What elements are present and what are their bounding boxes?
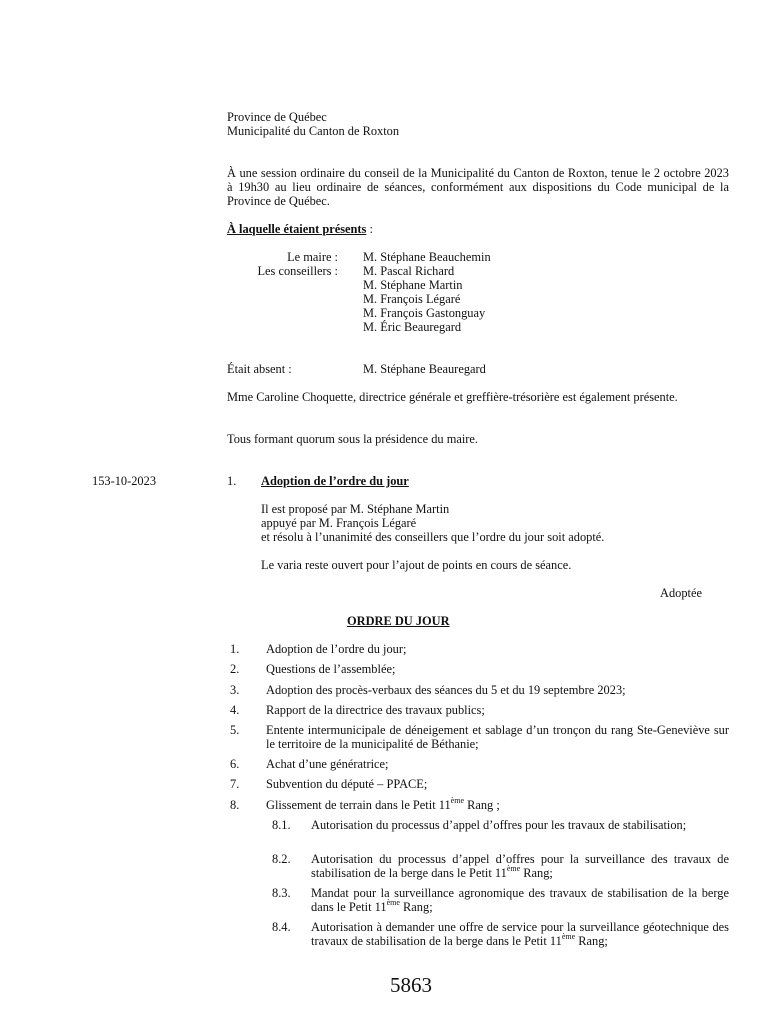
councillor-name: M. Stéphane Martin: [363, 278, 463, 292]
agenda-item-number: 8.: [230, 798, 240, 812]
subitem-number: 8.1.: [272, 818, 291, 832]
councillor-name: M. Pascal Richard: [363, 264, 455, 278]
attendees-list: [363, 250, 491, 334]
seconded-by: appuyé par M. François Légaré: [261, 516, 417, 530]
presents-heading-row: [227, 222, 373, 236]
subitem-text: Autorisation du processus d’appel d’offres pour la surveillance des travaux de stabilisation de la berge dans le Petit 11ème Rang;: [311, 852, 729, 880]
subitem-number: 8.2.: [272, 852, 291, 866]
subitem-text: Autorisation du processus d’appel d’offres pour les travaux de stabilisation;: [311, 818, 687, 832]
agenda-item-number: 4.: [230, 703, 240, 717]
agenda-item-number: 2.: [230, 662, 240, 676]
absent-label: Était absent :: [227, 362, 292, 376]
councillors-label: Les conseillers :: [257, 264, 338, 278]
agenda-item-text: Adoption des procès-verbaux des séances du 5 et du 19 septembre 2023;: [266, 683, 626, 697]
presents-colon: :: [366, 222, 373, 236]
agenda-title: ORDRE DU JOUR: [347, 614, 450, 628]
subitem-text: Autorisation à demander une offre de service pour la surveillance géotechnique des travaux de stabilisation de la berge dans le Petit 11ème Rang;: [311, 920, 729, 948]
agenda-item-text: Questions de l’assemblée;: [266, 662, 396, 676]
agenda-item-text: Rapport de la directrice des travaux publics;: [266, 703, 485, 717]
agenda-item-text: Glissement de terrain dans le Petit 11ème Rang ;: [266, 796, 500, 812]
role-labels: [257, 250, 338, 278]
resolved-text: et résolu à l’unanimité des conseillers que l’ordre du jour soit adopté.: [261, 530, 605, 544]
agenda-item-number: 1.: [230, 642, 240, 656]
page-number: 5863: [390, 973, 432, 997]
presents-heading: À laquelle étaient présents: [227, 222, 367, 236]
varia-note: Le varia reste ouvert pour l’ajout de points en cours de séance.: [261, 558, 572, 572]
session-intro: À une session ordinaire du conseil de la Municipalité du Canton de Roxton, tenue le 2 octobre 2023 à 19h30 au lieu ordinaire de séances, conformément aux dispositions du Code municipal de la Province de Québec.: [227, 166, 729, 208]
agenda-item-number: 6.: [230, 757, 240, 771]
agenda-item-text: Adoption de l’ordre du jour;: [266, 642, 407, 656]
resolution-body: [261, 502, 604, 544]
councillor-name: M. François Légaré: [363, 292, 461, 306]
councillor-name: M. Éric Beauregard: [363, 320, 462, 334]
agenda-item-number: 3.: [230, 683, 240, 697]
document-header: [227, 110, 399, 138]
director-presence: Mme Caroline Choquette, directrice générale et greffière-trésorière est également présente.: [227, 390, 678, 404]
agenda-item-number: 7.: [230, 777, 240, 791]
municipality-line: Municipalité du Canton de Roxton: [227, 124, 400, 138]
agenda-item-number: 5.: [230, 723, 240, 737]
agenda-item-text: Achat d’une génératrice;: [266, 757, 389, 771]
subitem-text: Mandat pour la surveillance agronomique des travaux de stabilisation de la berge dans le Petit 11ème Rang;: [311, 886, 729, 914]
quorum-statement: Tous formant quorum sous la présidence du maire.: [227, 432, 479, 446]
agenda-item-text: Entente intermunicipale de déneigement et sablage d’un tronçon du rang Ste-Geneviève sur le territoire de la municipalité de Béthanie;: [266, 723, 729, 751]
mayor-name: M. Stéphane Beauchemin: [363, 250, 491, 264]
absent-name: M. Stéphane Beauregard: [363, 362, 486, 376]
adoption-status: Adoptée: [660, 586, 702, 600]
mayor-label: Le maire :: [287, 250, 338, 264]
proposed-by: Il est proposé par M. Stéphane Martin: [261, 502, 450, 516]
resolution-item-number: 1.: [227, 474, 237, 488]
province-line: Province de Québec: [227, 110, 327, 124]
subitem-number: 8.4.: [272, 920, 291, 934]
subitem-number: 8.3.: [272, 886, 291, 900]
resolution-title: Adoption de l’ordre du jour: [261, 474, 409, 488]
agenda-item-text: Subvention du député – PPACE;: [266, 777, 428, 791]
resolution-number: 153-10-2023: [92, 474, 157, 488]
councillor-name: M. François Gastonguay: [363, 306, 486, 320]
